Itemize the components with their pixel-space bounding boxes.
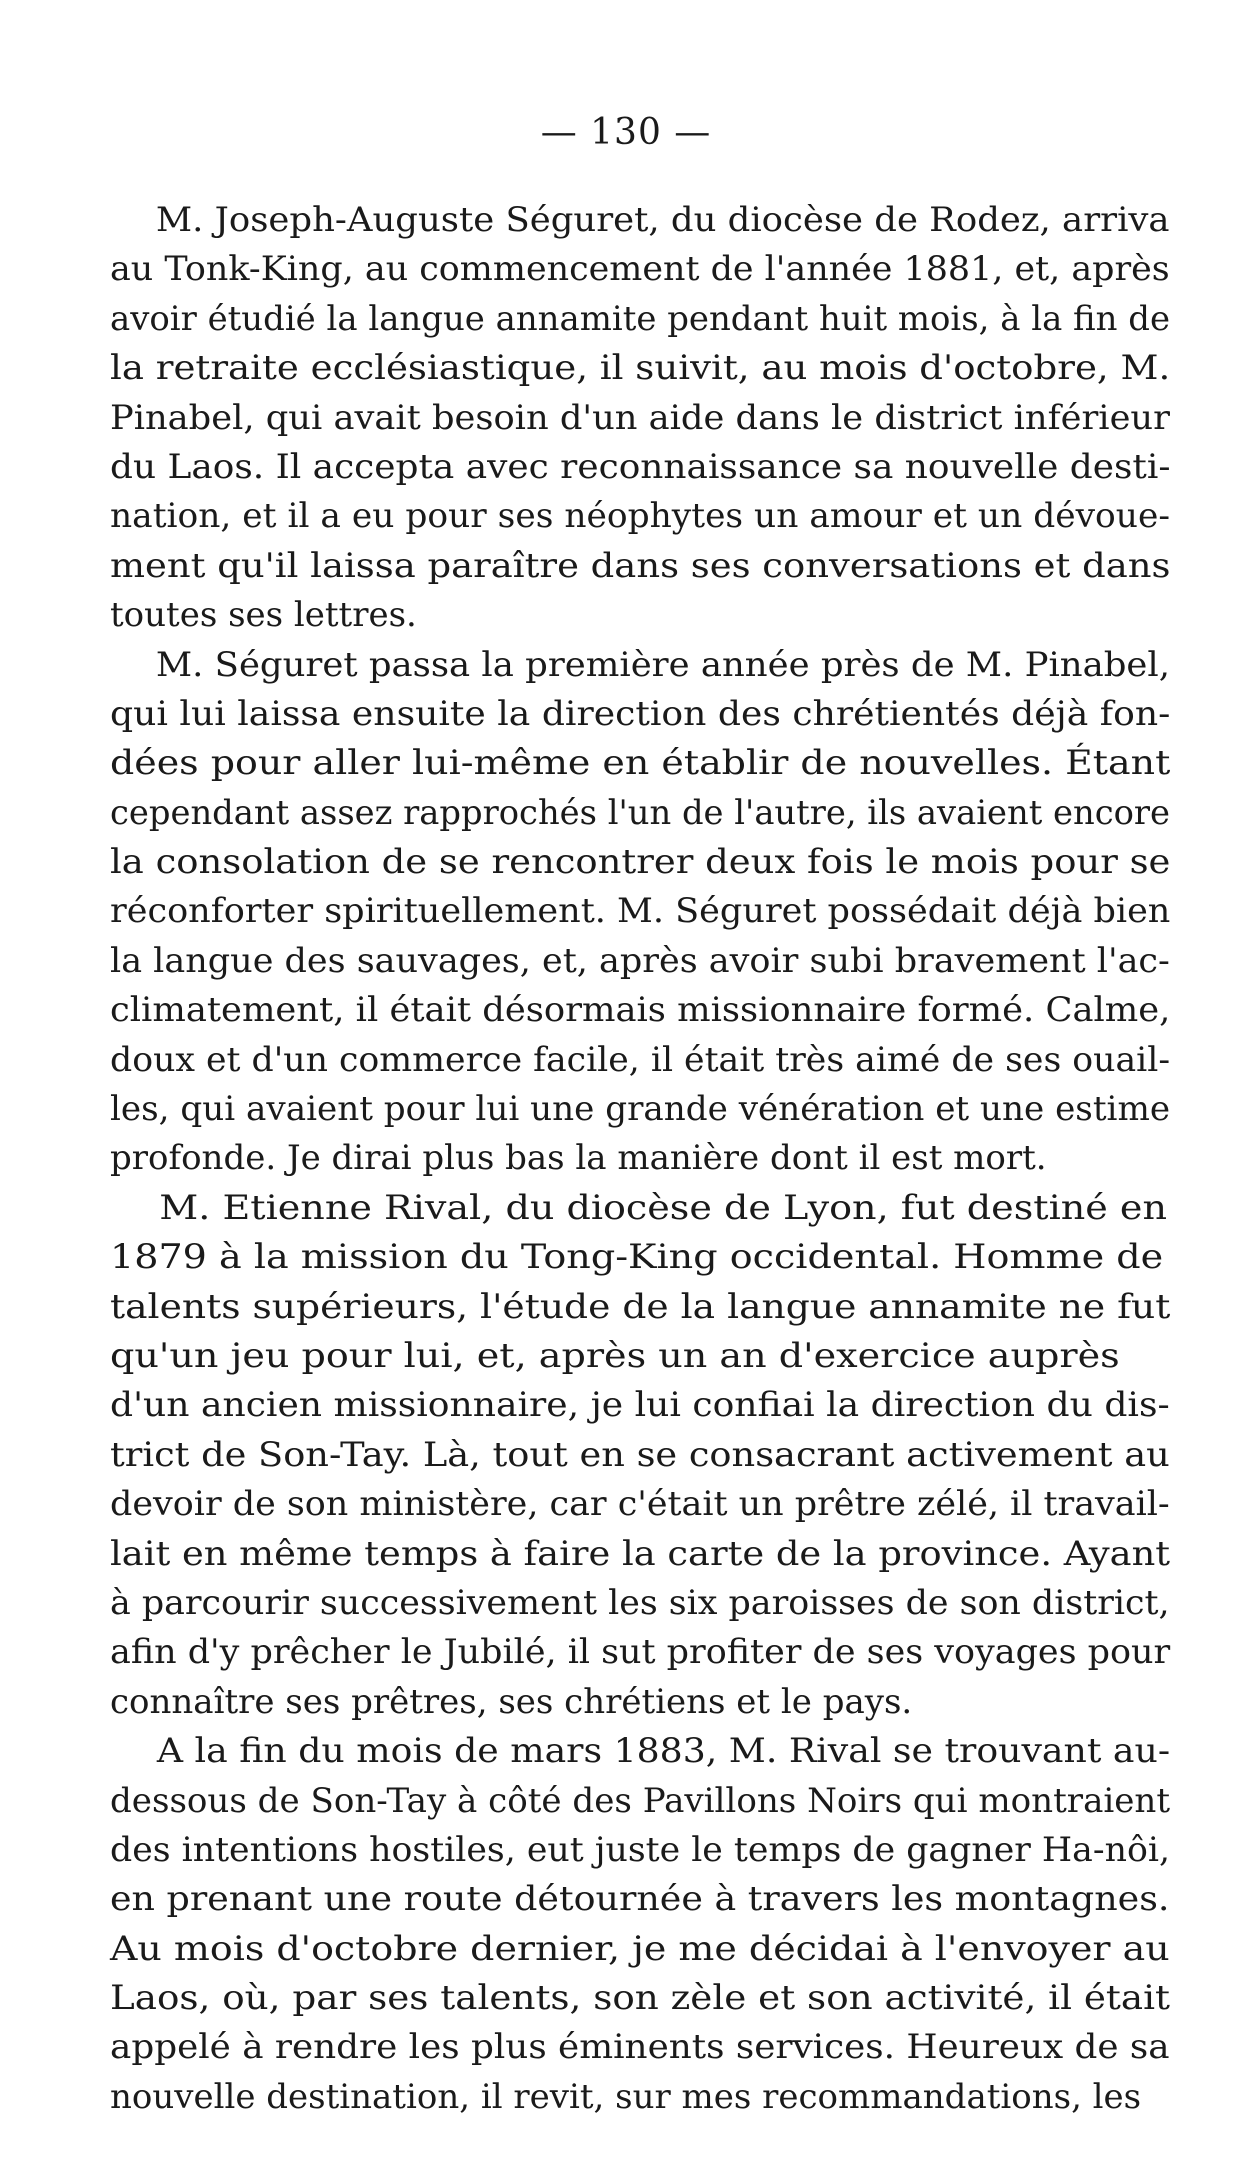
text-line: nouvelle destination, il revit, sur mes recommandations, les <box>110 2076 1142 2117</box>
text-line: au Tonk-King, au commencement de l'année 1881, et, après <box>110 249 1170 290</box>
text-line: talents supérieurs, l'étude de la langue annamite ne fut <box>110 1286 1171 1327</box>
page-number: — 130 — <box>540 112 712 153</box>
text-line: d'un ancien missionnaire, je lui confiai la direction du dis- <box>110 1385 1170 1426</box>
body-text <box>110 196 1170 2122</box>
text-line: réconforter spirituellement. M. Séguret possédait déjà bien <box>110 891 1171 932</box>
text-line: devoir de son ministère, car c'était un prêtre zélé, il travail- <box>110 1484 1170 1525</box>
text-line: qui lui laissa ensuite la direction des chrétientés déjà fon- <box>110 693 1171 734</box>
text-line: nation, et il a eu pour ses néophytes un amour et un dévoue- <box>110 496 1170 537</box>
text-line: trict de Son-Tay. Là, tout en se consacrant activement au <box>110 1434 1170 1475</box>
text-line: dées pour aller lui-même en établir de nouvelles. Étant <box>110 743 1171 784</box>
text-line: cependant assez rapprochés l'un de l'autre, ils avaient encore <box>110 792 1171 833</box>
text-line: Au mois d'octobre dernier, je me décidai à l'envoyer au <box>110 1928 1170 1969</box>
text-line: qu'un jeu pour lui, et, après un an d'exercice auprès <box>110 1335 1120 1376</box>
text-line: connaître ses prêtres, ses chrétiens et le pays. <box>110 1681 913 1722</box>
text-line: M. Séguret passa la première année près de M. Pinabel, <box>155 644 1171 685</box>
text-line: Laos, où, par ses talents, son zèle et son activité, il était <box>110 1978 1171 2019</box>
text-line: du Laos. Il accepta avec reconnaissance sa nouvelle desti- <box>110 446 1171 487</box>
text-line: M. Joseph-Auguste Séguret, du diocèse de Rodez, arriva <box>155 200 1170 240</box>
text-line: 1879 à la mission du Tong-King occidental. Homme de <box>110 1237 1164 1278</box>
text-line: toutes ses lettres. <box>110 595 417 636</box>
text-line: climatement, il était désormais missionnaire formé. Calme, <box>110 990 1171 1031</box>
text-line: A la fin du mois de mars 1883, M. Rival se trouvant au- <box>156 1731 1171 1772</box>
text-line: la consolation de se rencontrer deux fois le mois pour se <box>110 842 1171 883</box>
text-line: doux et d'un commerce facile, il était très aimé de ses ouail- <box>110 1039 1171 1080</box>
text-line: profonde. Je dirai plus bas la manière dont il est mort. <box>110 1138 1047 1179</box>
text-line: à parcourir successivement les six paroisses de son district, <box>110 1582 1170 1623</box>
text-line: les, qui avaient pour lui une grande vénération et une estime <box>110 1089 1171 1130</box>
text-line: la retraite ecclésiastique, il suivit, au mois d'octobre, M. <box>110 348 1171 389</box>
text-line: avoir étudié la langue annamite pendant huit mois, à la fin de <box>110 298 1171 339</box>
text-line: afin d'y prêcher le Jubilé, il sut profiter de ses voyages pour <box>110 1632 1171 1673</box>
text-line: Pinabel, qui avait besoin d'un aide dans le district inférieur <box>110 397 1170 438</box>
text-line: M. Etienne Rival, du diocèse de Lyon, fut destiné en <box>159 1187 1167 1228</box>
text-line: appelé à rendre les plus éminents services. Heureux de sa <box>110 2027 1170 2068</box>
text-line: des intentions hostiles, eut juste le temps de gagner Ha-nôi, <box>110 1829 1171 1870</box>
text-line: dessous de Son-Tay à côté des Pavillons Noirs qui montraient <box>110 1780 1171 1821</box>
text-line: ment qu'il laissa paraître dans ses conversations et dans <box>110 545 1171 586</box>
text-line: la langue des sauvages, et, après avoir subi bravement l'ac- <box>110 940 1170 981</box>
text-line: lait en même temps à faire la carte de la province. Ayant <box>110 1533 1171 1574</box>
text-line: en prenant une route détournée à travers les montagnes. <box>110 1879 1170 1920</box>
